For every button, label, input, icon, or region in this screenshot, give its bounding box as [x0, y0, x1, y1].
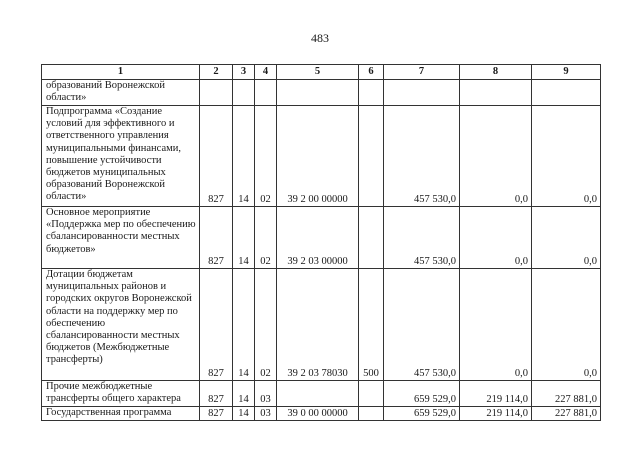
cell-section: 14: [233, 407, 255, 421]
header-col-2: 2: [200, 65, 233, 80]
header-col-7: 7: [384, 65, 460, 80]
page-number: 483: [311, 31, 329, 45]
cell-ministry: 827: [200, 106, 233, 207]
cell-amount-2: 0,0: [460, 269, 532, 381]
cell-amount-1: 457 530,0: [384, 269, 460, 381]
cell-amount-1: 659 529,0: [384, 381, 460, 407]
cell-amount-3: 0,0: [532, 269, 601, 381]
cell-ministry: 827: [200, 269, 233, 381]
cell-subsection: 02: [255, 207, 277, 269]
cell-amount-1: 457 530,0: [384, 106, 460, 207]
cell-ministry: 827: [200, 407, 233, 421]
cell-amount-3: [532, 80, 601, 106]
cell-ministry: 827: [200, 381, 233, 407]
table-row: [42, 207, 601, 269]
cell-subsection: 02: [255, 269, 277, 381]
table-row: [42, 106, 601, 207]
cell-amount-2: 219 114,0: [460, 381, 532, 407]
cell-amount-3: 0,0: [532, 106, 601, 207]
cell-section: [233, 80, 255, 106]
cell-section: 14: [233, 106, 255, 207]
cell-amount-1: [384, 80, 460, 106]
cell-subsection: [255, 80, 277, 106]
cell-section: 14: [233, 207, 255, 269]
cell-amount-3: 0,0: [532, 207, 601, 269]
row-name: Подпрограмма «Создание условий для эффективного и ответственного управления муниципальными финансами, повышение устойчивости бюджетов муниципальных образований Воронежской области»: [42, 106, 200, 207]
cell-expense-type: [359, 106, 384, 207]
row-name: Прочие межбюджетные трансферты общего характера: [42, 381, 200, 407]
row-name: Основное мероприятие «Поддержка мер по обеспечению сбалансированности местных бюджетов»: [42, 207, 200, 269]
header-col-8: 8: [460, 65, 532, 80]
cell-amount-3: 227 881,0: [532, 381, 601, 407]
budget-table: [41, 64, 601, 421]
table-row: [42, 80, 601, 106]
header-col-1: 1: [42, 65, 200, 80]
cell-expense-type: [359, 381, 384, 407]
cell-subsection: 02: [255, 106, 277, 207]
cell-expense-type: 500: [359, 269, 384, 381]
header-col-5: 5: [277, 65, 359, 80]
header-col-4: 4: [255, 65, 277, 80]
cell-section: 14: [233, 269, 255, 381]
cell-amount-2: [460, 80, 532, 106]
cell-expense-type: [359, 207, 384, 269]
cell-ministry: [200, 80, 233, 106]
cell-section: 14: [233, 381, 255, 407]
table-row: [42, 381, 601, 407]
cell-amount-2: 0,0: [460, 106, 532, 207]
cell-ministry: 827: [200, 207, 233, 269]
cell-target-code: 39 0 00 00000: [277, 407, 359, 421]
cell-amount-1: 457 530,0: [384, 207, 460, 269]
table-row: [42, 269, 601, 381]
row-name: Дотации бюджетам муниципальных районов и городских округов Воронежской области на поддержку мер по обеспечению сбалансированности местных бюджетов (Межбюджетные трансферты): [42, 269, 200, 381]
table-row: [42, 407, 601, 421]
row-name: Государственная программа: [42, 407, 200, 421]
cell-subsection: 03: [255, 407, 277, 421]
header-col-6: 6: [359, 65, 384, 80]
cell-target-code: 39 2 03 78030: [277, 269, 359, 381]
cell-expense-type: [359, 407, 384, 421]
cell-target-code: [277, 80, 359, 106]
header-col-9: 9: [532, 65, 601, 80]
header-col-3: 3: [233, 65, 255, 80]
cell-expense-type: [359, 80, 384, 106]
cell-amount-2: 0,0: [460, 207, 532, 269]
cell-amount-3: 227 881,0: [532, 407, 601, 421]
header-row: [42, 65, 601, 80]
cell-subsection: 03: [255, 381, 277, 407]
row-name: образований Воронежской области»: [42, 80, 200, 106]
cell-target-code: 39 2 00 00000: [277, 106, 359, 207]
cell-target-code: 39 2 03 00000: [277, 207, 359, 269]
cell-target-code: [277, 381, 359, 407]
cell-amount-1: 659 529,0: [384, 407, 460, 421]
cell-amount-2: 219 114,0: [460, 407, 532, 421]
